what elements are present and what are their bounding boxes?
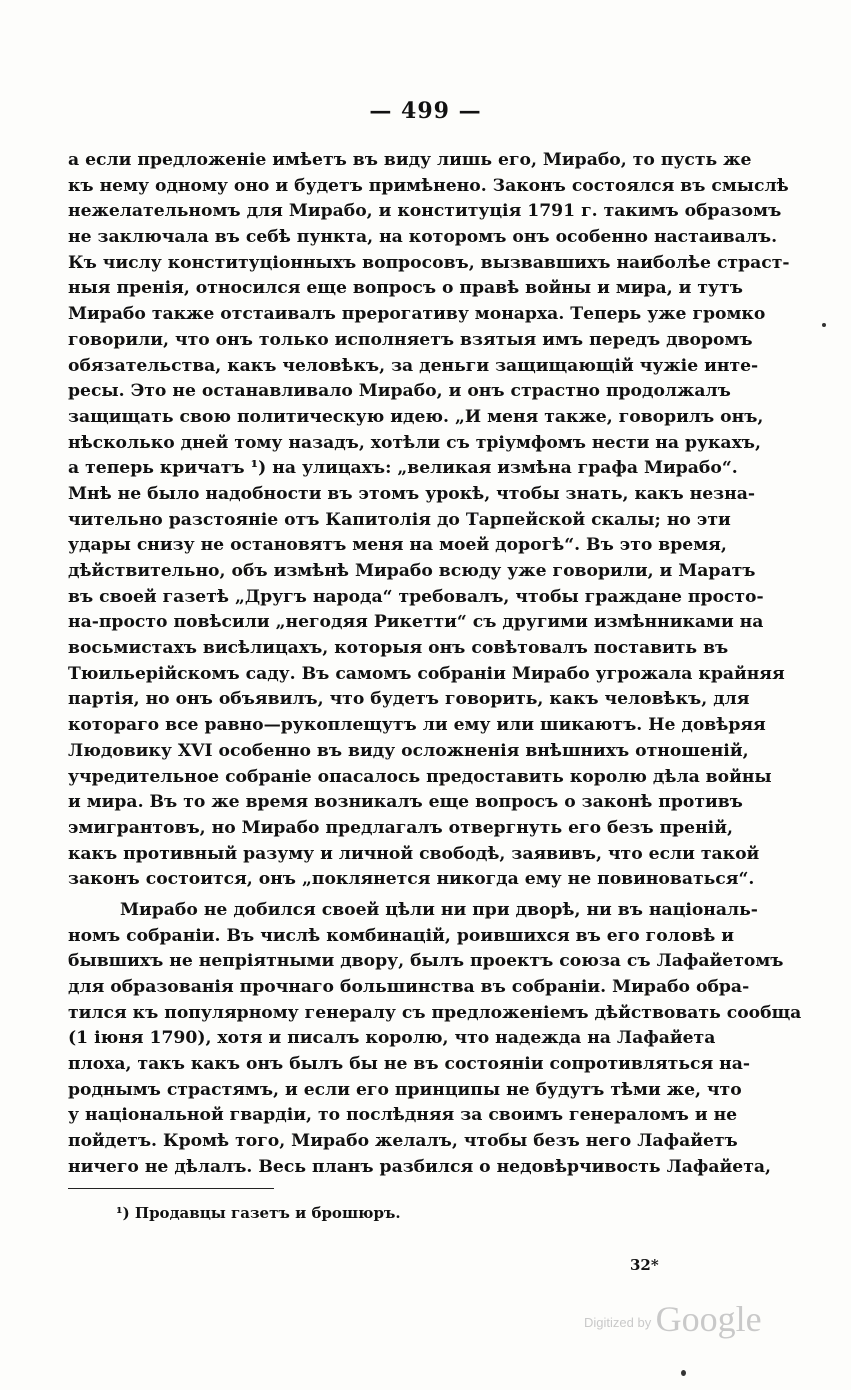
- page-number: — 499 —: [369, 98, 482, 124]
- text-line: для образованія прочнаго большинства въ собраніи. Мирабо обра-: [68, 977, 750, 997]
- text-line: Мирабо не добился своей цѣли ни при дворѣ, ни въ національ-: [120, 899, 758, 920]
- text-line: ничего не дѣлалъ. Весь планъ разбился о недовѣрчивость Лафайета,: [68, 1156, 772, 1177]
- text-line: номъ собраніи. Въ числѣ комбинацій, роившихся въ его головѣ и: [68, 925, 735, 946]
- watermark-prefix: Digitized by: [584, 1315, 652, 1330]
- text-line: партія, но онъ объявилъ, что будетъ говорить, какъ человѣкъ, для: [68, 689, 750, 710]
- text-line: плоха, такъ какъ онъ былъ бы не въ состояніи сопротивляться на-: [68, 1054, 750, 1075]
- text-line: а если предложеніе имѣетъ въ виду лишь его, Мирабо, то пусть же: [68, 150, 752, 170]
- text-line: а теперь кричатъ ¹) на улицахъ: „великая измѣна графа Мирабо“.: [68, 458, 738, 479]
- text-line: (1 іюня 1790), хотя и писалъ королю, что надежда на Лафайета: [68, 1028, 716, 1049]
- footnote-text: Продавцы газетъ и брошюръ.: [134, 1204, 401, 1222]
- text-line: какъ противный разуму и личной свободѣ, заявивъ, что если такой: [68, 843, 760, 864]
- text-line: тился къ популярному генералу съ предложеніемъ дѣйствовать сообща: [68, 1002, 802, 1023]
- text-line: нежелательномъ для Мирабо, и конституція 1791 г. такимъ образомъ: [68, 201, 782, 222]
- text-line: котораго все равно—рукоплещутъ ли ему или шикаютъ. Не довѣряя: [68, 715, 766, 736]
- ink-speck: [681, 1370, 686, 1376]
- text-line: Людовику XVI особенно въ виду осложненія внѣшнихъ отношеній,: [68, 740, 749, 761]
- watermark-brand: Google: [655, 1299, 762, 1339]
- text-line: въ своей газетѣ „Другъ народа“ требовалъ, чтобы граждане просто-: [68, 586, 764, 607]
- text-line: Мирабо также отстаивалъ прерогативу монарха. Теперь уже громко: [68, 304, 766, 325]
- text-line: Къ числу конституціонныхъ вопросовъ, вызвавшихъ наиболѣе страст-: [68, 252, 790, 273]
- text-line: защищать свою политическую идею. „И меня также, говорилъ онъ,: [68, 406, 764, 427]
- text-line: удары снизу не остановятъ меня на моей дорогѣ“. Въ это время,: [68, 535, 727, 556]
- footnote-rule: [68, 1188, 274, 1189]
- footnote: [116, 1204, 401, 1222]
- text-line: Тюильерійскомъ саду. Въ самомъ собраніи Мирабо угрожала крайняя: [68, 663, 785, 684]
- text-line: пойдетъ. Кромѣ того, Мирабо желалъ, чтобы безъ него Лафайетъ: [68, 1131, 738, 1152]
- text-line: къ нему одному оно и будетъ примѣнено. Законъ состоялся въ смыслѣ: [68, 175, 789, 196]
- footnote-marker: ¹): [116, 1204, 130, 1222]
- paragraph-2: [68, 898, 802, 1181]
- text-line: учредительное собраніе опасалось предоставить королю дѣла войны: [68, 766, 772, 787]
- text-line: ныя пренія, относился еще вопросъ о правѣ войны и мира, и тутъ: [68, 278, 743, 299]
- text-line: на-просто повѣсили „негодяя Рикетти“ съ другими измѣнниками на: [68, 612, 764, 633]
- text-line: законъ состоится, онъ „поклянется никогда ему не повиноваться“.: [68, 869, 755, 890]
- text-line: ресы. Это не останавливало Мирабо, и онъ страстно продолжалъ: [68, 381, 731, 402]
- paragraph-1: [68, 148, 790, 893]
- text-line: восьмистахъ висѣлицахъ, которыя онъ совѣтовалъ поставить въ: [68, 638, 729, 659]
- text-line: у національной гвардіи, то послѣдняя за своимъ генераломъ и не: [68, 1105, 738, 1126]
- text-line: обязательства, какъ человѣкъ, за деньги защищающій чужіе инте-: [68, 355, 759, 376]
- text-line: не заключала въ себѣ пункта, на которомъ онъ особенно настаивалъ.: [68, 227, 778, 248]
- text-line: дѣйствительно, объ измѣнѣ Мирабо всюду уже говорили, и Маратъ: [68, 561, 756, 581]
- google-watermark: [584, 1298, 762, 1340]
- text-line: и мира. Въ то же время возникалъ еще вопросъ о законѣ противъ: [68, 792, 743, 813]
- text-line: бывшихъ не непріятными двору, былъ проектъ союза съ Лафайетомъ: [68, 951, 784, 972]
- text-line: Мнѣ не было надобности въ этомъ урокѣ, чтобы знать, какъ незна-: [68, 483, 755, 504]
- body-text: [68, 148, 802, 1181]
- text-line: говорили, что онъ только исполняетъ взятыя имъ передъ дворомъ: [68, 329, 753, 350]
- printer-signature: 32*: [630, 1256, 659, 1274]
- text-line: чительно разстояніе отъ Капитолія до Тарпейской скалы; но эти: [68, 509, 731, 530]
- ink-speck: [822, 323, 826, 327]
- text-line: эмигрантовъ, но Мирабо предлагалъ отвергнуть его безъ преній,: [68, 817, 733, 838]
- text-line: нѣсколько дней тому назадъ, хотѣли съ тріумфомъ нести на рукахъ,: [68, 432, 761, 453]
- text-line: роднымъ страстямъ, и если его принципы не будутъ тѣми же, что: [68, 1079, 742, 1100]
